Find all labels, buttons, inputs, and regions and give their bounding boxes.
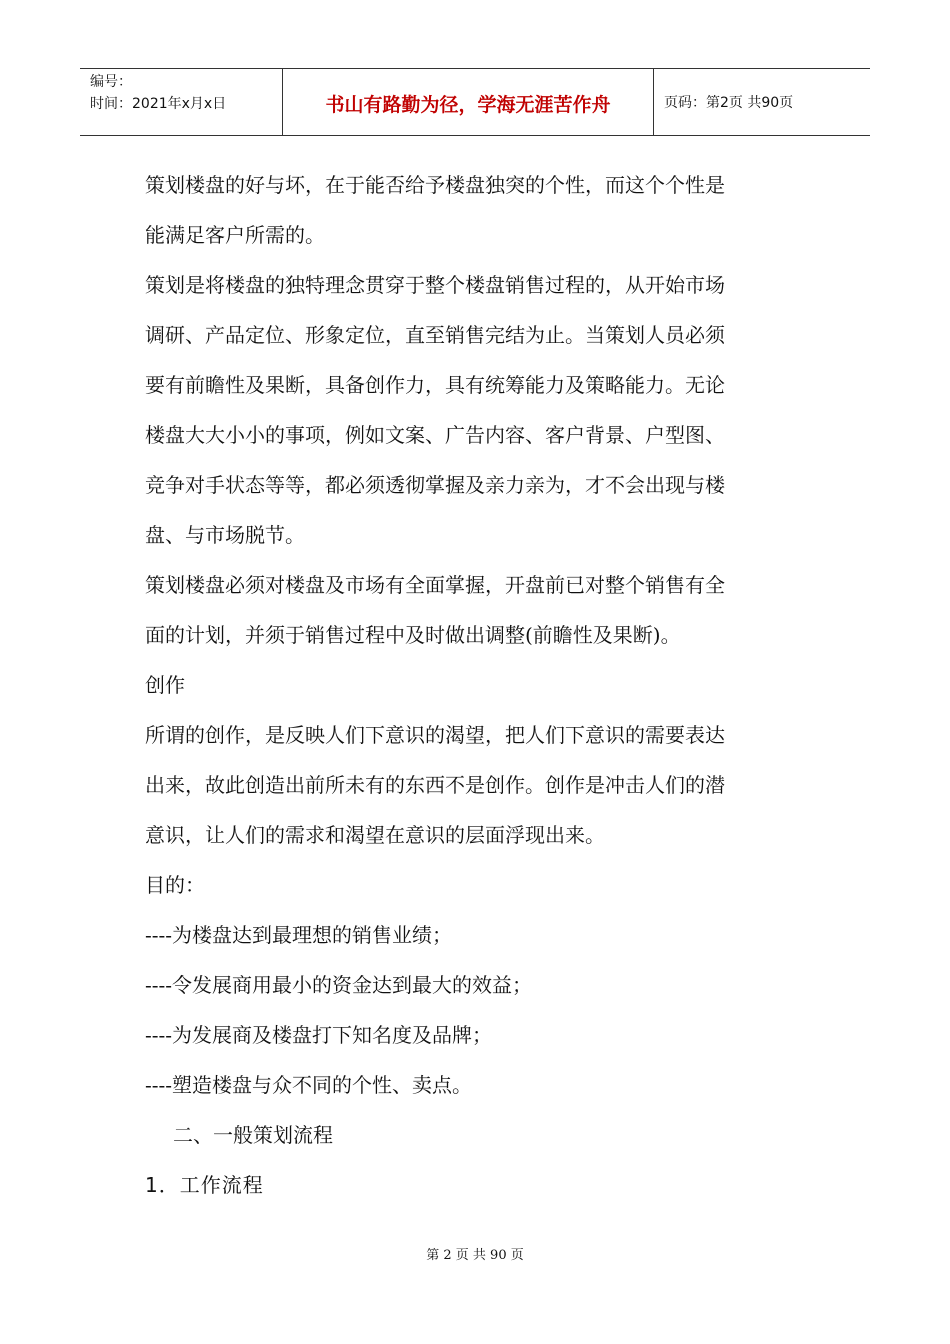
paragraph-line: 能满足客户所需的。 xyxy=(145,223,325,247)
date-label: 时间：2021年x月x日 xyxy=(90,96,227,112)
paragraph-line: 盘、与市场脱节。 xyxy=(145,523,305,547)
paragraph-line: 出来，故此创造出前所未有的东西不是创作。创作是冲击人们的潜 xyxy=(145,773,725,797)
header-motto: 书山有路勤为径，学海无涯苦作舟 xyxy=(325,93,611,116)
section-label: 创作 xyxy=(145,673,185,697)
header-page-info: 页码：第2页 共90页 xyxy=(664,95,794,111)
paragraph-line: 所谓的创作，是反映人们下意识的渴望，把人们下意识的需要表达 xyxy=(145,723,725,747)
section-heading: 二、一般策划流程 xyxy=(173,1123,333,1147)
paragraph-line: 面的计划，并须于销售过程中及时做出调整(前瞻性及果断)。 xyxy=(145,623,681,647)
paragraph-line: 竞争对手状态等等，都必须透彻掌握及亲力亲为，才不会出现与楼 xyxy=(145,473,725,497)
paragraph-line: 策划是将楼盘的独特理念贯穿于整个楼盘销售过程的，从开始市场 xyxy=(145,273,725,297)
list-item: ----塑造楼盘与众不同的个性、卖点。 xyxy=(145,1073,473,1097)
subsection-heading: 1．工作流程 xyxy=(145,1173,264,1197)
header-meta xyxy=(80,69,282,135)
list-item: ----令发展商用最小的资金达到最大的效益； xyxy=(145,973,533,997)
paragraph-line: 楼盘大大小小的事项，例如文案、广告内容、客户背景、户型图、 xyxy=(145,423,725,447)
number-label: 编号： xyxy=(90,74,132,90)
document-header xyxy=(80,68,870,136)
section-label: 目的： xyxy=(145,873,205,897)
paragraph-line: 意识，让人们的需求和渴望在意识的层面浮现出来。 xyxy=(145,823,605,847)
header-page-cell xyxy=(654,69,870,135)
paragraph-line: 策划楼盘的好与坏，在于能否给予楼盘独突的个性，而这个个性是 xyxy=(145,173,725,197)
list-item: ----为楼盘达到最理想的销售业绩； xyxy=(145,923,453,947)
page-footer xyxy=(0,1244,950,1263)
document-body xyxy=(145,160,805,1210)
paragraph-line: 策划楼盘必须对楼盘及市场有全面掌握，开盘前已对整个销售有全 xyxy=(145,573,725,597)
paragraph-line: 调研、产品定位、形象定位，直至销售完结为止。当策划人员必须 xyxy=(145,323,725,347)
header-motto-cell xyxy=(282,69,654,135)
footer-page-number: 第 2 页 共 90 页 xyxy=(426,1248,524,1263)
list-item: ----为发展商及楼盘打下知名度及品牌； xyxy=(145,1023,493,1047)
paragraph-line: 要有前瞻性及果断，具备创作力，具有统筹能力及策略能力。无论 xyxy=(145,373,725,397)
